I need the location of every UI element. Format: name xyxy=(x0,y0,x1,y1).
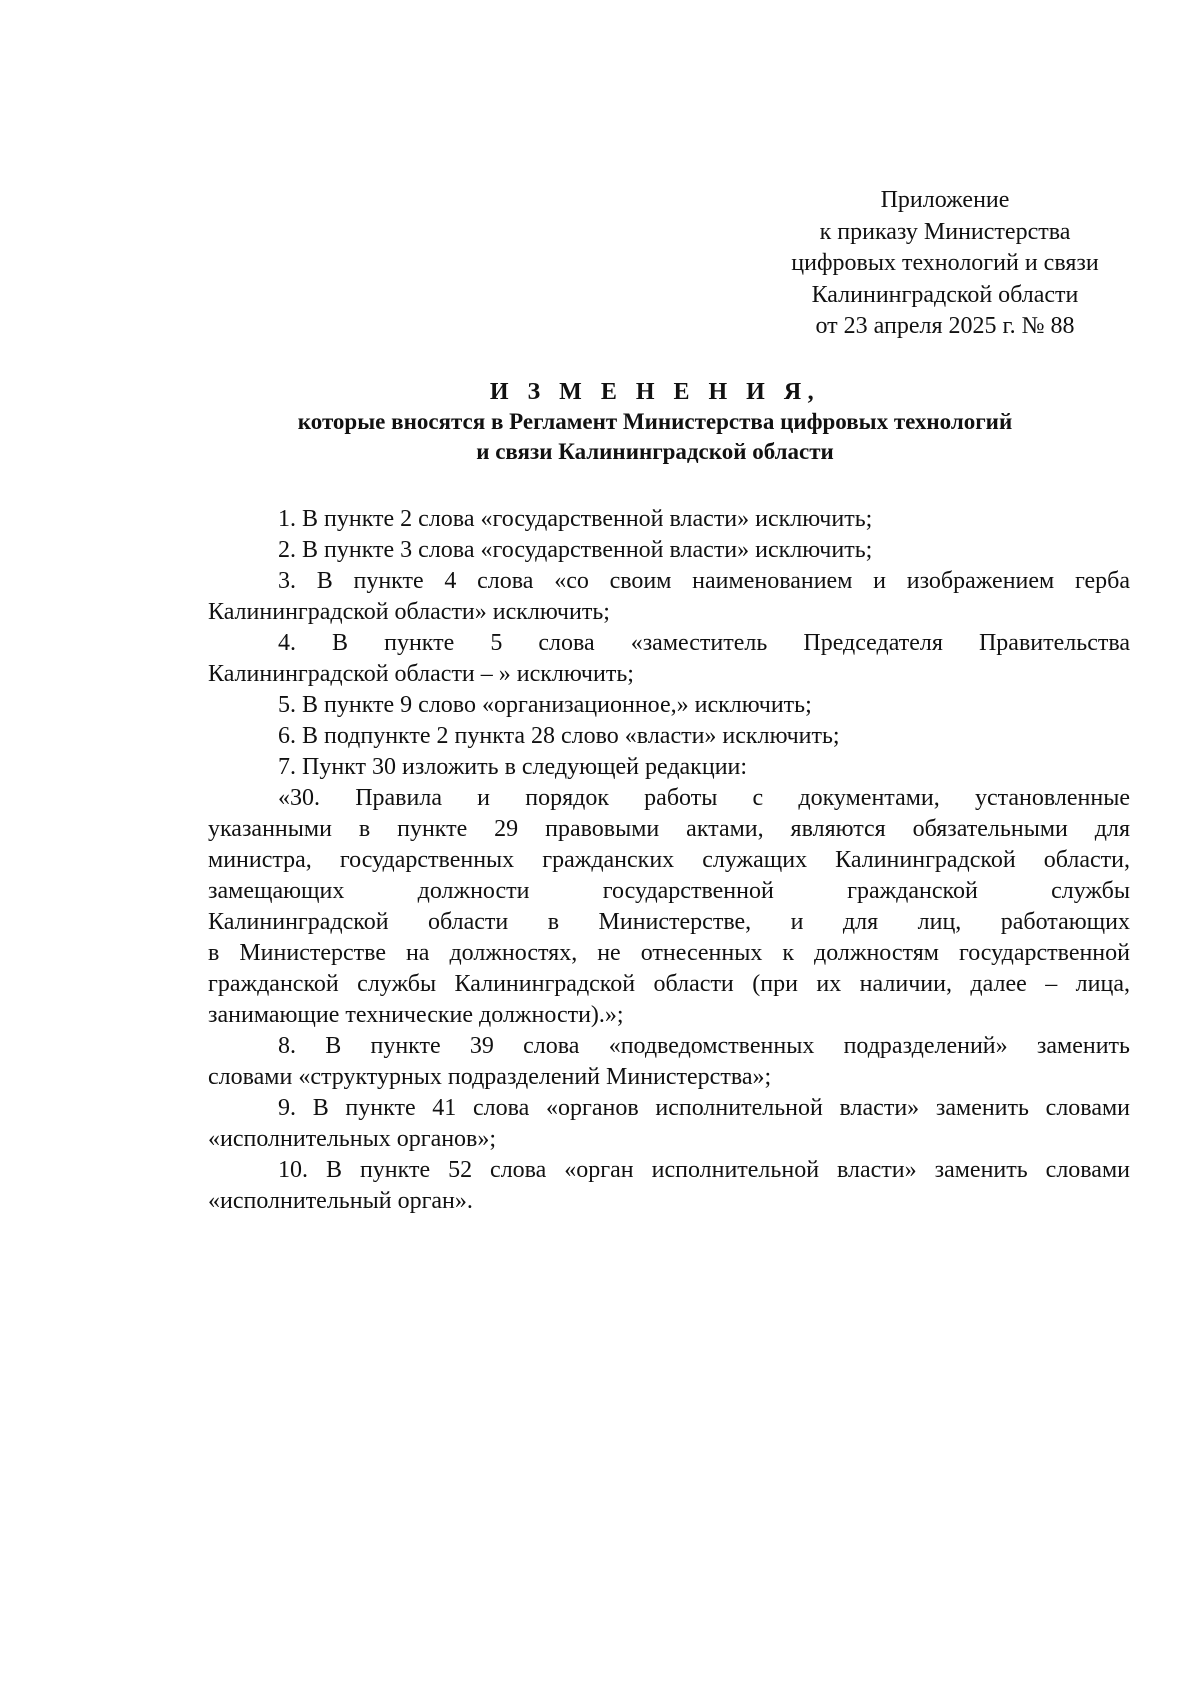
document-title: И З М Е Н Е Н И Я, xyxy=(489,379,821,405)
body-line: 3. В пункте 4 слова «со своим наименованием и изображением герба xyxy=(278,568,1130,594)
document-subtitle-line: и связи Калининградской области xyxy=(476,439,834,464)
body-line: Калининградской области» исключить; xyxy=(208,599,610,625)
body-line: 1. В пункте 2 слова «государственной власти» исключить; xyxy=(278,506,873,532)
body-line: указанными в пункте 29 правовыми актами, являются обязательными для xyxy=(208,816,1130,842)
body-line: словами «структурных подразделений Министерства»; xyxy=(208,1064,772,1090)
document-heading xyxy=(205,377,1105,467)
body-line: 4. В пункте 5 слова «заместитель Председателя Правительства xyxy=(278,630,1130,656)
appendix-line: Калининградской области xyxy=(811,281,1079,308)
body-line: 2. В пункте 3 слова «государственной власти» исключить; xyxy=(278,537,873,563)
appendix-block xyxy=(765,185,1125,343)
appendix-line: Приложение xyxy=(880,187,1010,213)
body-line: занимающие технические должности).»; xyxy=(208,1002,624,1028)
body-line: гражданской службы Калининградской области (при их наличии, далее – лица, xyxy=(208,971,1130,997)
appendix-line: к приказу Министерства xyxy=(819,218,1071,245)
body-line: 5. В пункте 9 слово «организационное,» исключить; xyxy=(278,692,812,718)
body-line: 8. В пункте 39 слова «подведомственных подразделений» заменить xyxy=(278,1033,1130,1059)
body-line: «исполнительный орган». xyxy=(208,1188,473,1214)
body-line: Калининградской области в Министерстве, и для лиц, работающих xyxy=(208,909,1130,935)
body-line: «30. Правила и порядок работы с документами, установленные xyxy=(278,785,1130,811)
body-line: 9. В пункте 41 слова «органов исполнительной власти» заменить словами xyxy=(278,1095,1130,1121)
body-line: замещающих должности государственной гражданской службы xyxy=(208,878,1130,904)
body-line: «исполнительных органов»; xyxy=(208,1126,497,1152)
body-line: Калининградской области – » исключить; xyxy=(208,661,634,687)
body-line: министра, государственных гражданских служащих Калининградской области, xyxy=(208,847,1130,873)
appendix-line: цифровых технологий и связи xyxy=(791,250,1099,276)
document-body xyxy=(208,504,1130,1217)
appendix-line: от 23 апреля 2025 г. № 88 xyxy=(815,313,1075,339)
body-line: в Министерстве на должностях, не отнесенных к должностям государственной xyxy=(208,940,1130,966)
body-line: 6. В подпункте 2 пункта 28 слово «власти» исключить; xyxy=(278,723,840,749)
document-subtitle-line: которые вносятся в Регламент Министерства цифровых технологий xyxy=(297,409,1013,434)
body-line: 10. В пункте 52 слова «орган исполнительной власти» заменить словами xyxy=(278,1157,1130,1183)
body-line: 7. Пункт 30 изложить в следующей редакции: xyxy=(278,754,748,780)
